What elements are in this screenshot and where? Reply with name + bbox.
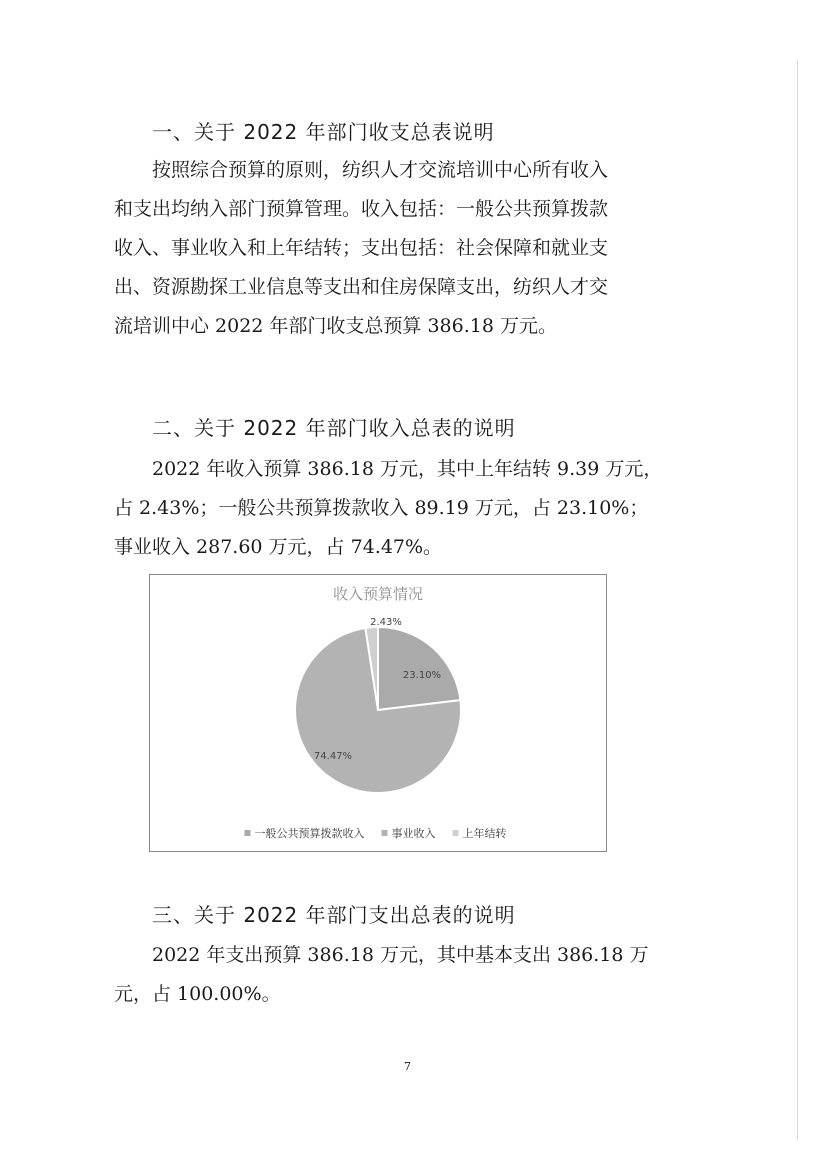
pie-slice-label-2: 2.43%: [370, 617, 402, 628]
legend-label-0: 一般公共预算拨款收入: [254, 827, 365, 840]
section-1-heading: 一、关于 2022 年部门收支总表说明: [152, 120, 495, 144]
legend-label-1: 事业收入: [391, 827, 436, 840]
paragraph-line: 元，占 100.00%。: [114, 983, 281, 1005]
paragraph-line: 收入、事业收入和上年结转；支出包括：社会保障和就业支: [114, 237, 609, 259]
legend-label-2: 上年结转: [462, 827, 507, 840]
legend-swatch-2: [453, 830, 459, 836]
paragraph-line: 占 2.43%；一般公共预算拨款收入 89.19 万元，占 23.10%；: [114, 497, 649, 519]
section-1-paragraph: [114, 151, 676, 346]
pie-slice-0: [378, 627, 460, 710]
section-3-heading: 三、关于 2022 年部门支出总表的说明: [152, 903, 516, 927]
section-2-paragraph: [114, 450, 676, 567]
legend-swatch-1: [382, 830, 388, 836]
paragraph-line: 和支出均纳入部门预算管理。收入包括：一般公共预算拨款: [114, 198, 609, 220]
pie-slices: [295, 627, 461, 793]
paragraph-line: 事业收入 287.60 万元，占 74.47%。: [114, 536, 443, 558]
section-2-heading: 二、关于 2022 年部门收入总表的说明: [152, 416, 516, 440]
section-3-paragraph: [114, 936, 676, 1014]
income-pie-chart: [149, 574, 607, 852]
paragraph-line: 2022 年支出预算 386.18 万元，其中基本支出 386.18 万: [152, 944, 649, 966]
chart-title: 收入预算情况: [332, 585, 424, 603]
pie-slice-label-0: 23.10%: [402, 670, 442, 681]
scan-edge-line: [797, 60, 798, 1140]
paragraph-line: 2022 年收入预算 386.18 万元，其中上年结转 9.39 万元，: [152, 458, 663, 480]
paragraph-line: 按照综合预算的原则，纺织人才交流培训中心所有收入: [152, 159, 609, 181]
chart-legend: [245, 826, 507, 840]
paragraph-line: 流培训中心 2022 年部门收支总预算 386.18 万元。: [114, 315, 557, 337]
paragraph-line: 出、资源勘探工业信息等支出和住房保障支出，纺织人才交: [114, 276, 609, 298]
page-number: 7: [404, 1060, 411, 1073]
legend-swatch-0: [245, 830, 251, 836]
pie-chart-svg: [150, 575, 606, 851]
pie-slice-label-1: 74.47%: [313, 751, 353, 762]
